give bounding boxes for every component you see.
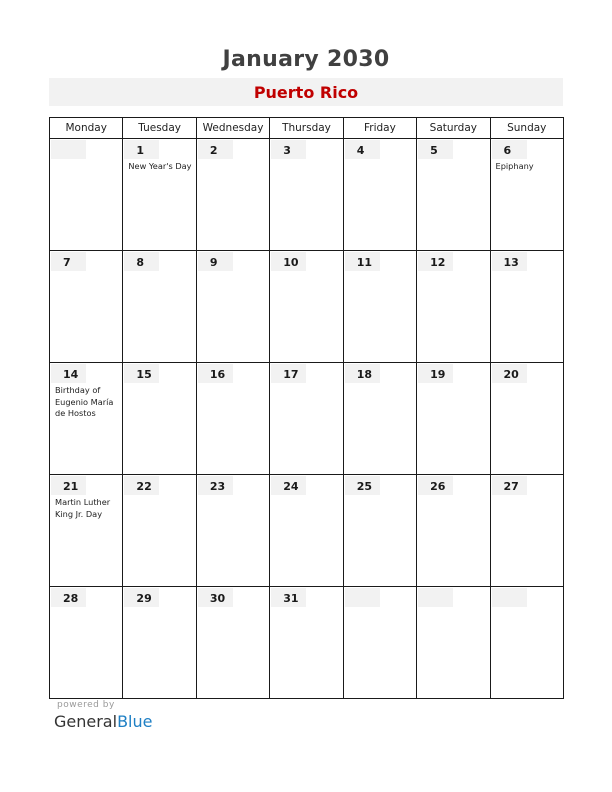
weekday-header: Thursday: [270, 118, 343, 139]
day-cell: [123, 363, 196, 475]
day-number: 27: [492, 476, 527, 495]
day-cell: [270, 363, 343, 475]
day-cell: [343, 251, 416, 363]
day-number: 30: [198, 588, 233, 607]
day-number: 3: [271, 140, 306, 159]
weekday-header: Sunday: [490, 118, 563, 139]
region-bar: [49, 78, 563, 106]
day-cell: [196, 251, 269, 363]
day-cell: [50, 475, 123, 587]
day-number: 22: [124, 476, 159, 495]
day-cell: [123, 251, 196, 363]
day-cell: [270, 587, 343, 699]
holiday-label: Martin Luther King Jr. Day: [55, 497, 111, 519]
day-cell: [270, 251, 343, 363]
day-cell: [417, 475, 490, 587]
calendar-grid: [49, 117, 564, 699]
region-name: Puerto Rico: [253, 83, 359, 102]
week-row: [50, 587, 564, 699]
day-cell: [490, 363, 563, 475]
day-cell: [123, 475, 196, 587]
day-number: 14: [51, 364, 86, 383]
brand-logo[interactable]: [54, 712, 152, 731]
powered-by-text: powered by: [57, 700, 115, 710]
day-number: 4: [345, 140, 380, 159]
day-cell: [343, 475, 416, 587]
weekday-header: Friday: [343, 118, 416, 139]
day-number: [51, 140, 86, 159]
weekday-header-row: [50, 118, 564, 139]
holiday-label: Birthday of Eugenio María de Hostos: [55, 385, 114, 418]
day-cell: [417, 363, 490, 475]
day-cell: [123, 139, 196, 251]
day-number: [418, 588, 453, 607]
day-cell: [50, 363, 123, 475]
day-number: 10: [271, 252, 306, 271]
day-cell: [270, 139, 343, 251]
weekday-header: Wednesday: [196, 118, 269, 139]
day-number: 23: [198, 476, 233, 495]
day-cell: [50, 251, 123, 363]
day-number: 8: [124, 252, 159, 271]
day-number: 25: [345, 476, 380, 495]
day-number: 26: [418, 476, 453, 495]
day-number: 29: [124, 588, 159, 607]
day-cell: [343, 139, 416, 251]
day-cell: [343, 587, 416, 699]
week-row: [50, 251, 564, 363]
day-number: 5: [418, 140, 453, 159]
day-number: [345, 588, 380, 607]
day-number: 6: [492, 140, 527, 159]
day-number: 17: [271, 364, 306, 383]
week-row: [50, 363, 564, 475]
day-cell: [196, 587, 269, 699]
day-number: 1: [124, 140, 159, 159]
day-cell: [343, 363, 416, 475]
brand-name-part2: Blue: [117, 712, 153, 731]
day-number: [492, 588, 527, 607]
day-cell: [417, 587, 490, 699]
weekday-header: Monday: [50, 118, 123, 139]
weekday-header: Saturday: [417, 118, 490, 139]
day-cell: [50, 587, 123, 699]
calendar-body: [50, 139, 564, 699]
week-row: [50, 475, 564, 587]
day-number: 16: [198, 364, 233, 383]
day-number: 12: [418, 252, 453, 271]
calendar-title: January 2030: [222, 47, 390, 72]
day-cell: [490, 251, 563, 363]
brand-name-part1: General: [54, 712, 118, 731]
holiday-label: New Year's Day: [128, 161, 192, 171]
day-number: 2: [198, 140, 233, 159]
day-cell: [123, 587, 196, 699]
day-cell: [270, 475, 343, 587]
weekday-header: Tuesday: [123, 118, 196, 139]
day-number: 9: [198, 252, 233, 271]
holiday-label: Epiphany: [495, 161, 534, 171]
day-number: 21: [51, 476, 86, 495]
day-number: 11: [345, 252, 380, 271]
day-cell: [50, 139, 123, 251]
week-row: [50, 139, 564, 251]
day-cell: [490, 587, 563, 699]
day-cell: [417, 251, 490, 363]
day-cell: [196, 363, 269, 475]
day-number: 24: [271, 476, 306, 495]
day-number: 19: [418, 364, 453, 383]
day-cell: [196, 475, 269, 587]
day-number: 13: [492, 252, 527, 271]
day-number: 20: [492, 364, 527, 383]
day-cell: [490, 475, 563, 587]
day-number: 28: [51, 588, 86, 607]
day-number: 31: [271, 588, 306, 607]
day-cell: [196, 139, 269, 251]
day-number: 18: [345, 364, 380, 383]
day-number: 7: [51, 252, 86, 271]
day-number: 15: [124, 364, 159, 383]
day-cell: [490, 139, 563, 251]
day-cell: [417, 139, 490, 251]
